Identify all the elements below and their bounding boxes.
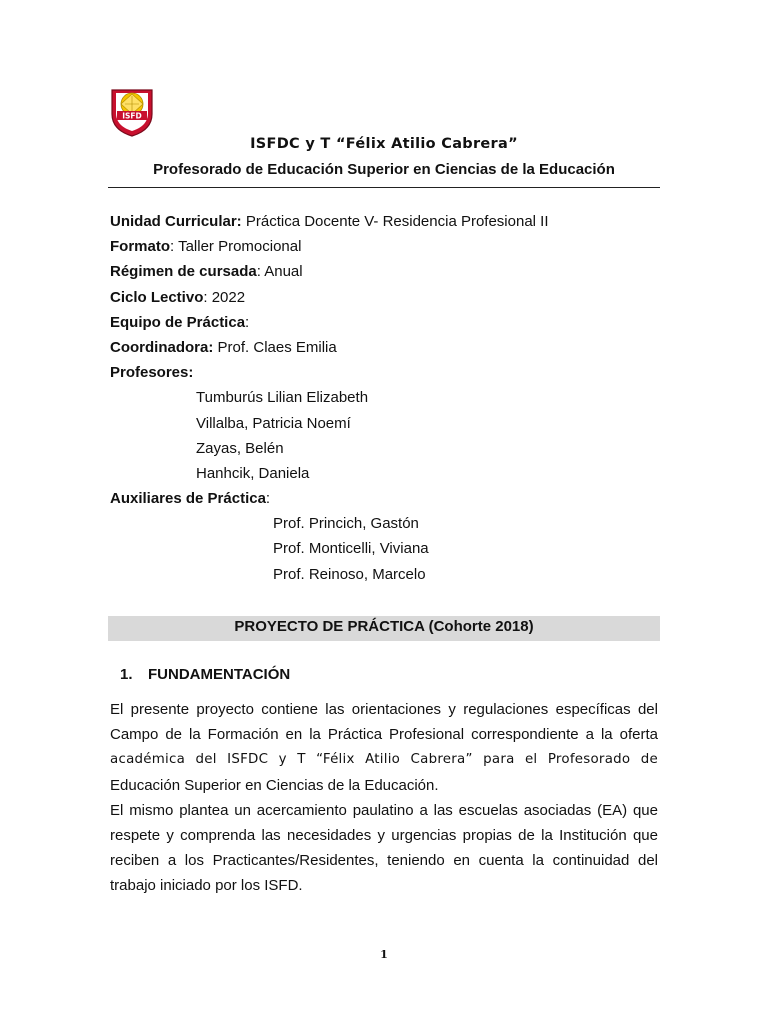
page-number: 1 [380,948,388,961]
unidad-value: Práctica Docente V- Residencia Profesional II [241,213,549,230]
paragraph-line: respete y comprenda las necesidades y urgencias propias de la Institución que [110,827,658,845]
institution-logo [108,84,156,138]
equipo-value: : [245,313,250,331]
course-info [110,212,670,590]
auxiliares-row [110,489,670,514]
profesor-item: Villalba, Patricia Noemí [196,414,351,432]
ciclo-row [110,288,670,313]
auxiliares-label: Auxiliares de Práctica [110,490,266,508]
auxiliar-item: Prof. Monticelli, Viviana [273,540,429,558]
fundamentacion-paragraph [110,697,658,899]
equipo-row [110,313,670,338]
header-divider [108,187,660,188]
coordinadora-row [110,338,670,363]
regimen-label: Régimen de cursada [110,263,257,281]
auxiliar-item: Prof. Reinoso, Marcelo [273,565,426,583]
formato-value: : Taller Promocional [170,238,302,256]
profesores-row [110,363,670,388]
profesor-item: Zayas, Belén [196,439,284,457]
equipo-label: Equipo de Práctica [110,313,246,331]
formato-label: Formato [110,238,170,256]
coordinadora-label: Coordinadora: [110,338,214,356]
regimen-row [110,262,670,287]
paragraph-line: Educación Superior en Ciencias de la Educación. [110,776,439,794]
profesor-item: Tumburús Lilian Elizabeth [196,389,369,407]
paragraph-line: trabajo iniciado por los ISFD. [110,877,303,895]
regimen-value: : Anual [256,263,303,281]
section-number: 1. [120,666,133,683]
paragraph-line: El mismo plantea un acercamiento paulatino a las escuelas asociadas (EA) que [110,801,658,819]
program-title: Profesorado de Educación Superior en Ciencias de la Educación [153,161,615,178]
coordinadora-value: Prof. Claes Emilia [213,338,337,356]
paragraph-line: académica del ISFDC y T “Félix Atilio Cabrera” para el Profesorado de [110,752,658,768]
project-title-bar: PROYECTO DE PRÁCTICA (Cohorte 2018) [108,616,660,641]
ciclo-value: : 2022 [203,288,246,306]
paragraph-line: El presente proyecto contiene las orientaciones y regulaciones específicas del [110,701,658,718]
institution-title: ISFDC y T “Félix Atilio Cabrera” [250,136,518,152]
profesor-item: Hanhcik, Daniela [196,464,310,482]
paragraph-line: reciben a los Practicantes/Residentes, teniendo en cuenta la continuidad del [110,852,658,870]
section-heading [120,666,291,683]
unidad-label: Unidad Curricular: [110,213,242,230]
section-title: FUNDAMENTACIÓN [148,666,291,683]
formato-row [110,237,670,262]
unidad-row [110,212,670,237]
paragraph-line: Campo de la Formación en la Práctica Profesional correspondiente a la oferta [110,726,658,744]
ciclo-label: Ciclo Lectivo [110,288,204,306]
auxiliares-value: : [265,490,271,508]
auxiliar-item: Prof. Princich, Gastón [273,515,419,533]
profesores-label: Profesores: [110,364,194,382]
svg-text:ISFD: ISFD [122,111,142,121]
